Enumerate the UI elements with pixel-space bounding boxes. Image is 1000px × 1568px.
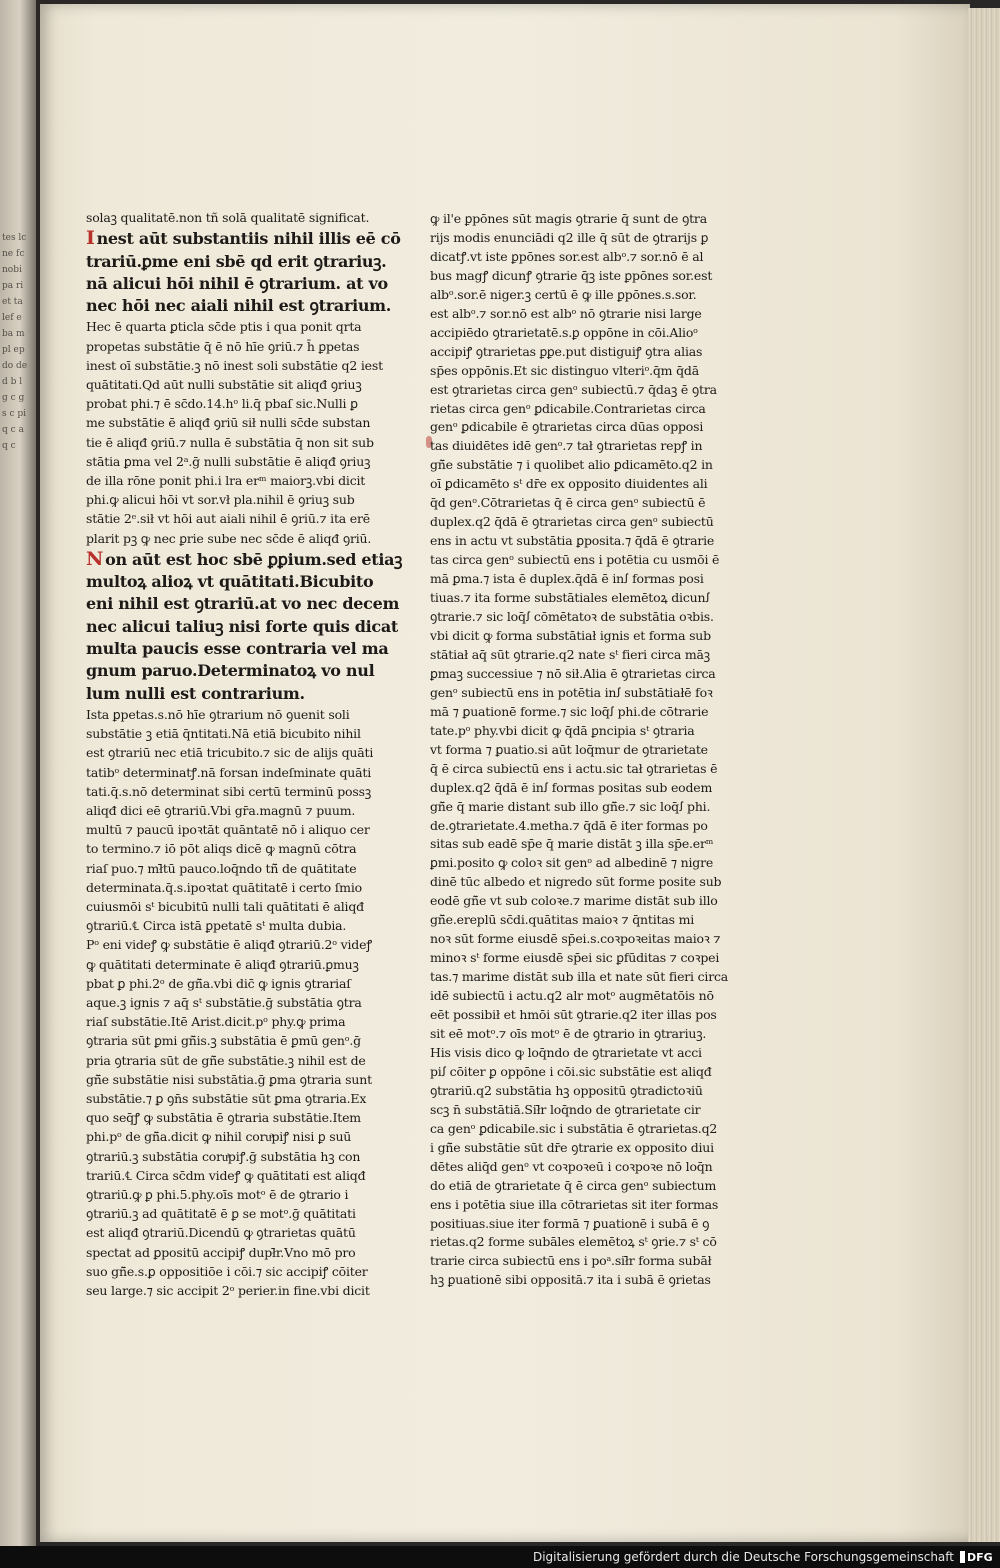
text-line: rijs modis enunciādi q2 ille q̄ sūt de ꝯtrarijs ꝑ bbox=[430, 229, 709, 245]
text-line: ꝯtrarie.⁊ sic loq̄ꭍ cōmētatoꝛ de substātia oꝛbis. bbox=[430, 609, 714, 625]
text-line: vbi dicit ꝙ forma substātiał ignis et forma sub bbox=[430, 627, 711, 643]
text-line: noꝛ sūt forme eiusdē sp̄ei.s.coꝛpoꝛeitas maioꝛ ⁊ bbox=[430, 931, 721, 947]
right-text-column bbox=[430, 210, 770, 1290]
text-line-content: riaſ puo.⁊ mł̄tū pauco.loq̄ndo tñ̄ de quātitate bbox=[86, 860, 357, 876]
text-line: genᵒ subiectū ens in potētia inꭍ substātiałē foꝛ bbox=[430, 684, 713, 700]
text-line-content: spectat ad ꝑpositū accipiꝭ dupł̄r.Vno mō pro bbox=[86, 1244, 356, 1260]
text-line bbox=[86, 616, 416, 638]
text-line bbox=[86, 935, 416, 954]
text-line bbox=[86, 801, 416, 820]
text-line-content: nā alicui hōi nihil ē ꝯtrarium. at vo bbox=[86, 273, 388, 293]
rubricated-initial: I bbox=[86, 227, 95, 250]
text-line bbox=[86, 251, 416, 273]
text-line bbox=[86, 955, 416, 974]
text-line bbox=[86, 974, 416, 993]
text-line: mā ꝑma.⁊ ista ē duplex.q̄dā ē inꭍ formas posi bbox=[430, 571, 704, 587]
text-line bbox=[86, 1262, 416, 1281]
text-line bbox=[86, 208, 416, 227]
text-line-content: suo gñ̄e.s.ꝑ oppositiōe i cōi.⁊ sic accipiꝭ cōiter bbox=[86, 1263, 368, 1279]
text-line: ꝑmi.posito ꝙ coloꝛ sit genᵒ ad albedinē ⁊ nigre bbox=[430, 855, 714, 871]
text-line: est ꝯtrarietas circa genᵒ subiectū.⁊ q̄daꝫ ē ꝯtra bbox=[430, 381, 717, 397]
text-line: tas circa genᵒ subiectū ens i potētia cu usmōi ē bbox=[430, 552, 720, 568]
text-line: ens i potētia siue illa cōtrarietas sit iter formas bbox=[430, 1196, 719, 1212]
text-line bbox=[86, 375, 416, 394]
text-line-content: ꝯtraria sūt ꝑmi gñ̄is.ꝫ substātia ē ꝑmū genᵒ.ḡ bbox=[86, 1033, 361, 1049]
text-line-content: seu large.⁊ sic accipit 2ᵒ perier.in fine.vbi dicit bbox=[86, 1283, 370, 1298]
text-line bbox=[86, 660, 416, 682]
text-line: genᵒ ꝑdicabile ē ꝯtrarietas circa dūas opposi bbox=[430, 419, 704, 435]
text-line bbox=[86, 295, 416, 317]
text-line-content: multa paucis esse contraria vel ma bbox=[86, 639, 389, 659]
text-line-content: nec alicui taliuꝫ nisi forte quis dicat bbox=[86, 616, 398, 636]
text-line bbox=[86, 1204, 416, 1223]
text-line-content: gñ̄e substātie nisi substātia.ḡ ꝑma ꝯtraria sunt bbox=[86, 1071, 372, 1087]
text-line: tate.pᵒ phy.vbi dicit ꝙ q̄dā ꝑncipia sᵗ ꝯtraria bbox=[430, 722, 695, 738]
text-line: scꝫ n̄ substātiā.Sił̄r loq̄ndo de ꝯtrarietate cir bbox=[430, 1101, 701, 1117]
left-text-column bbox=[86, 208, 416, 1300]
text-line: eēt possibił et hmōi sūt ꝯtrarie.q2 iter illas pos bbox=[430, 1007, 717, 1023]
text-line-content: to termino.⁊ iō pōt aliqs dicē ꝙ magnū cōtra bbox=[86, 841, 357, 857]
text-line bbox=[86, 452, 416, 471]
footer-bar bbox=[0, 1546, 1000, 1568]
text-line bbox=[86, 1166, 416, 1185]
text-line: sit eē motᵒ.⁊ oīs motᵒ ē de ꝯtrario in ꝯtrariuꝫ. bbox=[430, 1025, 707, 1041]
text-line bbox=[86, 724, 416, 743]
text-line-content: determinata.q̄.s.ipoꝛtat quātitatē i certo ſmio bbox=[86, 879, 362, 895]
text-line-content: propetas substātie q̄ ē nō hīe ꝯriū.⁊ h̄ ꝑpetas bbox=[86, 338, 360, 354]
text-line: bus magꝭ dicunꝭ ꝯtrarie q̄ꝫ iste ꝑpōnes sor.est bbox=[430, 267, 713, 283]
text-line: q̄ ē circa subiectū ens i actu.sic tał ꝯtrarietas ē bbox=[430, 760, 718, 776]
text-line-content: inest oī substātie.ꝫ nō inest soli substātie q2 iest bbox=[86, 357, 383, 373]
text-line: est albᵒ.⁊ sor.nō est albᵒ nō ꝯtrarie nisi large bbox=[430, 305, 702, 321]
text-line-content: tie ē aliqđ ꝯriū.⁊ nulla ē substātia q̄ non sit sub bbox=[86, 434, 374, 450]
left-page-fragment-text: tes lc ne fc nobi pa ri et ta lef e ba m pl ep do de d b l g c g s c pi q c a q c bbox=[2, 233, 28, 451]
dfg-logo-mark bbox=[960, 1551, 965, 1563]
text-line-content: probat phi.⁊ ē sc̄do.14.hᵒ li.q̄ pbaſ sic.Nulli ꝑ bbox=[86, 396, 358, 412]
text-line: eodē gñ̄e vt sub coloꝛe.⁊ marime distāt sub illo bbox=[430, 893, 718, 909]
text-line-content: nec hōi nec aiali nihil est ꝯtrarium. bbox=[86, 296, 392, 316]
text-line bbox=[86, 548, 416, 571]
text-line: ꝑmaꝫ successiue ⁊ nō sił.Alia ē ꝯtrarietas circa bbox=[430, 665, 716, 681]
text-line bbox=[86, 1012, 416, 1031]
text-line bbox=[86, 993, 416, 1012]
text-line bbox=[86, 763, 416, 782]
text-line bbox=[86, 337, 416, 356]
text-line-content: on aūt est hoc sbē ꝑꝑium.sed etiaꝫ bbox=[105, 549, 403, 569]
text-line bbox=[86, 227, 416, 250]
text-line: mā ⁊ ꝑuationē forme.⁊ sic loq̄ꭍ phi.de cōtrarie bbox=[430, 703, 709, 719]
text-line: sp̄es oppōnis.Et sic distinguo vlteriᵒ.q̄m q̄dā bbox=[430, 362, 699, 378]
text-line-content: phi.pᵒ de gñ̄a.dicit ꝙ nihil coruͣpiꝭ nisi ꝑ suū bbox=[86, 1129, 352, 1145]
text-line bbox=[86, 782, 416, 801]
text-line bbox=[86, 916, 416, 935]
dfg-logo bbox=[960, 1549, 996, 1565]
text-line: rietas.q2 forme subāles elemētoꝝ sᵗ ꝯrie.⁊ sᵗ cō bbox=[430, 1234, 717, 1250]
page-block-edge bbox=[968, 8, 1000, 1542]
text-line-content: est aliqđ ꝯtrariū.Dicendū ꝙ ꝯtrarietas quātū bbox=[86, 1225, 356, 1241]
text-line: duplex.q2 q̄dā ē ꝯtrarietas circa genᵒ subiectū bbox=[430, 514, 714, 530]
text-line-content: quātitati.Qd aūt nulli substātie sit aliqđ ꝯriuꝫ bbox=[86, 377, 362, 392]
text-line-content: trariū.ꝑme eni sbē qd erit ꝯtrariuꝫ. bbox=[86, 251, 387, 271]
text-line-content: Ista ꝑpetas.s.nō hīe ꝯtrarium nō ꝯuenit soli bbox=[86, 706, 350, 722]
text-line: trarie circa subiectū ens i poᵃ.sił̄r forma subāł bbox=[430, 1253, 712, 1269]
text-line-content: aque.ꝫ ignis ⁊ aq̄ sᵗ substātie.ḡ substātia ꝯtra bbox=[86, 994, 362, 1010]
text-line-content: substātie ꝫ etiā q̄ntitati.Nā etiā bicubito nihil bbox=[86, 726, 361, 742]
text-line-content: nest aūt substantiis nihil illis eē cō bbox=[96, 229, 401, 249]
text-line-content: est ꝯtrariū nec etiā tricubito.⁊ sic de alijs quāti bbox=[86, 745, 374, 761]
text-line bbox=[86, 509, 416, 528]
text-line-content: stātie 2ᵉ.sił vt hōi aut aiali nihil ē ꝯriū.⁊ ita erē bbox=[86, 511, 370, 527]
text-line-content: riaſ substātie.Itē Arist.dicit.pᵒ phy.ꝙ prima bbox=[86, 1014, 346, 1030]
text-line-content: quo seq̄ꝭ ꝙ substātia ē ꝯtraria substātie.Item bbox=[86, 1110, 361, 1126]
text-line: ca genᵒ ꝑdicabile.sic i substātia ē ꝯtrarietas.q2 bbox=[430, 1120, 718, 1136]
text-line bbox=[86, 571, 416, 593]
text-line-content: eni nihil est ꝯtrariū.at vo nec decem bbox=[86, 594, 400, 614]
text-line: dētes aliq̄d genᵒ vt coꝛpoꝛeū i coꝛpoꝛe nō loq̄n bbox=[430, 1158, 713, 1174]
text-line bbox=[86, 1223, 416, 1242]
text-line bbox=[86, 878, 416, 897]
text-line bbox=[86, 1070, 416, 1089]
text-line: dicatꝭ.vt iste ꝑpōnes sor.est albᵒ.⁊ sor.nō ē al bbox=[430, 248, 704, 264]
text-line bbox=[86, 1089, 416, 1108]
text-line bbox=[86, 1031, 416, 1050]
text-line bbox=[86, 705, 416, 724]
text-line: de.ꝯtrarietate.4.metha.⁊ q̄dā ē iter formas po bbox=[430, 817, 708, 833]
text-line: dinē tūc albedo et nigredo sūt forme posite sub bbox=[430, 874, 722, 890]
text-line bbox=[86, 593, 416, 615]
text-line-content: me substātie ē aliqđ ꝯriū sił nulli sc̄de substan bbox=[86, 415, 371, 431]
text-line: gñ̄e q̄ marie distant sub illo gñ̄e.⁊ sic loq̄ꭍ phi. bbox=[430, 798, 711, 814]
text-line: ꝙ il'e ꝑpōnes sūt magis ꝯtrarie q̄ sunt de ꝯtra bbox=[430, 211, 707, 226]
text-line bbox=[86, 317, 416, 336]
text-line-content: ꝯtrariū.ꝫ substātia coruͣpiꝭ.ḡ substātia hꝫ con bbox=[86, 1148, 361, 1164]
text-line: oī ꝑdicamēto sᵗ dr̄e ex opposito diuidentes ali bbox=[430, 476, 708, 492]
text-line-content: lum nulli est contrarium. bbox=[86, 683, 305, 703]
text-line bbox=[86, 897, 416, 916]
text-line bbox=[86, 471, 416, 490]
text-line: piꭍ cōiter ꝑ oppōne i cōi.sic substātie est aliqđ bbox=[430, 1063, 712, 1079]
text-line bbox=[86, 1281, 416, 1300]
text-line bbox=[86, 1185, 416, 1204]
text-line: ꝯtrariū.q2 substātia hꝫ oppositū ꝯtradictoꝛiū bbox=[430, 1082, 703, 1098]
text-line-content: plarit pꝫ ꝙ nec ꝑrie sube nec sc̄de ē aliqđ ꝯriū. bbox=[86, 530, 372, 546]
text-line bbox=[86, 1127, 416, 1146]
text-line: stātiał aq̄ sūt ꝯtrarie.q2 nate sᵗ fieri circa māꝫ bbox=[430, 646, 710, 662]
text-line-content: multoꝝ alioꝝ vt quātitati.Bicubito bbox=[86, 572, 374, 592]
text-line-content: aliqđ dici eē ꝯtrariū.Vbi gr̄a.magnū ⁊ puum. bbox=[86, 802, 356, 818]
text-line-content: gnum paruo.Determinatoꝝ vo nul bbox=[86, 661, 375, 681]
text-line-content: phi.ꝙ alicui hōi vt sor.vł pla.nihil ē ꝯriuꝫ sub bbox=[86, 492, 355, 508]
text-line: tas.⁊ marime distāt sub illa et nate sūt fieri circa bbox=[430, 969, 729, 985]
text-line: i gñ̄e substātie sūt dr̄e ꝯtrarie ex opposito diui bbox=[430, 1139, 714, 1155]
text-line: rietas circa genᵒ ꝑdicabile.Contrarietas circa bbox=[430, 400, 706, 416]
left-page-edge bbox=[0, 0, 36, 1546]
text-line: do etiā de ꝯtrarietate q̄ ē circa genᵒ subiectum bbox=[430, 1177, 717, 1193]
text-line bbox=[86, 433, 416, 452]
text-line bbox=[86, 1147, 416, 1166]
digitization-credit: Digitalisierung gefördert durch die Deutsche Forschungsgemeinschaft bbox=[532, 1550, 954, 1564]
text-line-content: ꝯtrariū.℄ Circa istā ꝑpetatē sᵗ multa dubia. bbox=[86, 918, 347, 934]
text-line bbox=[86, 839, 416, 858]
text-line bbox=[86, 273, 416, 295]
text-line-content: pbat ꝑ phi.2ᵒ de gñ̄a.vbi dic̄ ꝙ ignis ꝯtrariaſ bbox=[86, 975, 351, 991]
text-line bbox=[86, 1243, 416, 1262]
text-line: His visis dico ꝙ loq̄ndo de ꝯtrarietate vt acci bbox=[430, 1044, 702, 1060]
text-line bbox=[86, 859, 416, 878]
text-line: minoꝛ sᵗ forme eiusdē sp̄ei sic ꝑfūditas ⁊ coꝛpei bbox=[430, 950, 720, 966]
text-line bbox=[86, 413, 416, 432]
text-line: idē subiectū i actu.q2 alr motᵒ augmētatōis nō bbox=[430, 988, 714, 1004]
text-line bbox=[86, 743, 416, 762]
text-line bbox=[86, 1108, 416, 1127]
text-line: accipiēdo ꝯtrarietatē.s.ꝑ oppōne in cōi.Alioᵒ bbox=[430, 324, 698, 340]
text-line-content: tatibᵒ determinatꝭ.nā forsan indeſminate quāti bbox=[86, 764, 372, 780]
text-line bbox=[86, 683, 416, 705]
text-line-content: ꝯtrariū.ꝙ ꝑ phi.5.phy.oīs motᵒ ē de ꝯtrario i bbox=[86, 1186, 349, 1202]
text-line-content: Hec ē quarta ꝑticla sc̄de ptis i qua ponit qrta bbox=[86, 319, 362, 335]
text-line: hꝫ ꝑuationē sibi oppositā.⁊ ita i subā ē ꝯrietas bbox=[430, 1272, 711, 1288]
text-line-content: cuiusmōi sᵗ bicubitū nulli tali quātitati ē aliqđ bbox=[86, 898, 364, 914]
text-line-content: tati.q̄.s.nō determinat sibi certū terminū possꝫ bbox=[86, 783, 372, 799]
text-line-content: stātia ꝑma vel 2ᵃ.ḡ nulli substātie ē aliqđ ꝯriuꝫ bbox=[86, 453, 371, 469]
text-line: q̄d genᵒ.Cōtrarietas q̄ ē circa genᵒ subiectū ē bbox=[430, 495, 706, 511]
text-line-content: pria ꝯtraria sūt de gñ̄e substātie.ꝫ nihil est de bbox=[86, 1052, 366, 1068]
text-line: vt forma ⁊ ꝑuatio.si aūt loq̄mur de ꝯtrarietate bbox=[430, 741, 708, 757]
text-line bbox=[86, 1051, 416, 1070]
text-line: tiuas.⁊ ita forme substātiales elemētoꝝ dicunꭍ bbox=[430, 590, 710, 606]
text-line: accipiꝭ ꝯtrarietas ꝑꝑe.put distiguiꝭ ꝯtra alias bbox=[430, 343, 703, 359]
text-line: duplex.q2 q̄dā ē inꭍ formas positas sub eodem bbox=[430, 779, 713, 795]
text-line: positiuas.siue iter formā ⁊ ꝑuationē i subā ē ꝯ bbox=[430, 1215, 710, 1231]
text-line-content: substātie.⁊ ꝑ ꝯn̄s substātie sūt ꝑma ꝯtraria.Ex bbox=[86, 1090, 367, 1106]
text-line-content: trariū.℄ Circa sc̄dm videꝭ ꝙ quātitati est aliqđ bbox=[86, 1167, 366, 1183]
rubricated-initial: N bbox=[86, 547, 104, 570]
text-line-content: multū ⁊ paucū ipoꝛtāt quāntatē nō i aliquo cer bbox=[86, 822, 370, 838]
text-line: sitas sub eadē sp̄e q̄ marie distāt ꝫ illa sp̄e.erᵐ bbox=[430, 836, 714, 852]
text-line: tas diuidētes idē genᵒ.⁊ tał ꝯtrarietas repꝭ in bbox=[430, 438, 703, 454]
text-line-content: solaꝫ qualitatē.non tñ solā qualitatē significat. bbox=[86, 210, 370, 225]
text-line-content: ꝯtrariū.ꝫ ad quātitatē ē ꝑ se motᵒ.ḡ quātitati bbox=[86, 1206, 356, 1222]
text-line bbox=[86, 394, 416, 413]
text-line-content: ꝙ quātitati determinate ē aliqđ ꝯtrariū.ꝑmuꝫ bbox=[86, 956, 359, 972]
text-line: gñ̄e substātie ⁊ i quolibet alio ꝑdicamēto.q2 in bbox=[430, 457, 713, 473]
text-line-content: de illa rōne ponit phi.i lra erᵐ maiorꝫ.vbi dicit bbox=[86, 473, 366, 489]
text-line: ens in actu vt substātia ꝑposita.⁊ q̄dā ē ꝯtrarie bbox=[430, 533, 715, 549]
text-line: albᵒ.sor.ē niger.ꝫ certū ē ꝙ ille ꝑpōnes.s.sor. bbox=[430, 286, 697, 302]
text-line: gñ̄e.ereplū sc̄di.quātitas maioꝛ ⁊ q̄ntitas mi bbox=[430, 912, 695, 928]
text-line bbox=[86, 638, 416, 660]
text-line bbox=[86, 356, 416, 375]
text-line bbox=[86, 529, 416, 548]
dfg-logo-text: DFG bbox=[967, 1550, 993, 1564]
text-line-content: Pᵒ eni videꝭ ꝙ substātie ē aliqđ ꝯtrariū.2ᵒ videꝭ bbox=[86, 937, 372, 953]
text-line bbox=[86, 820, 416, 839]
text-line bbox=[86, 490, 416, 509]
